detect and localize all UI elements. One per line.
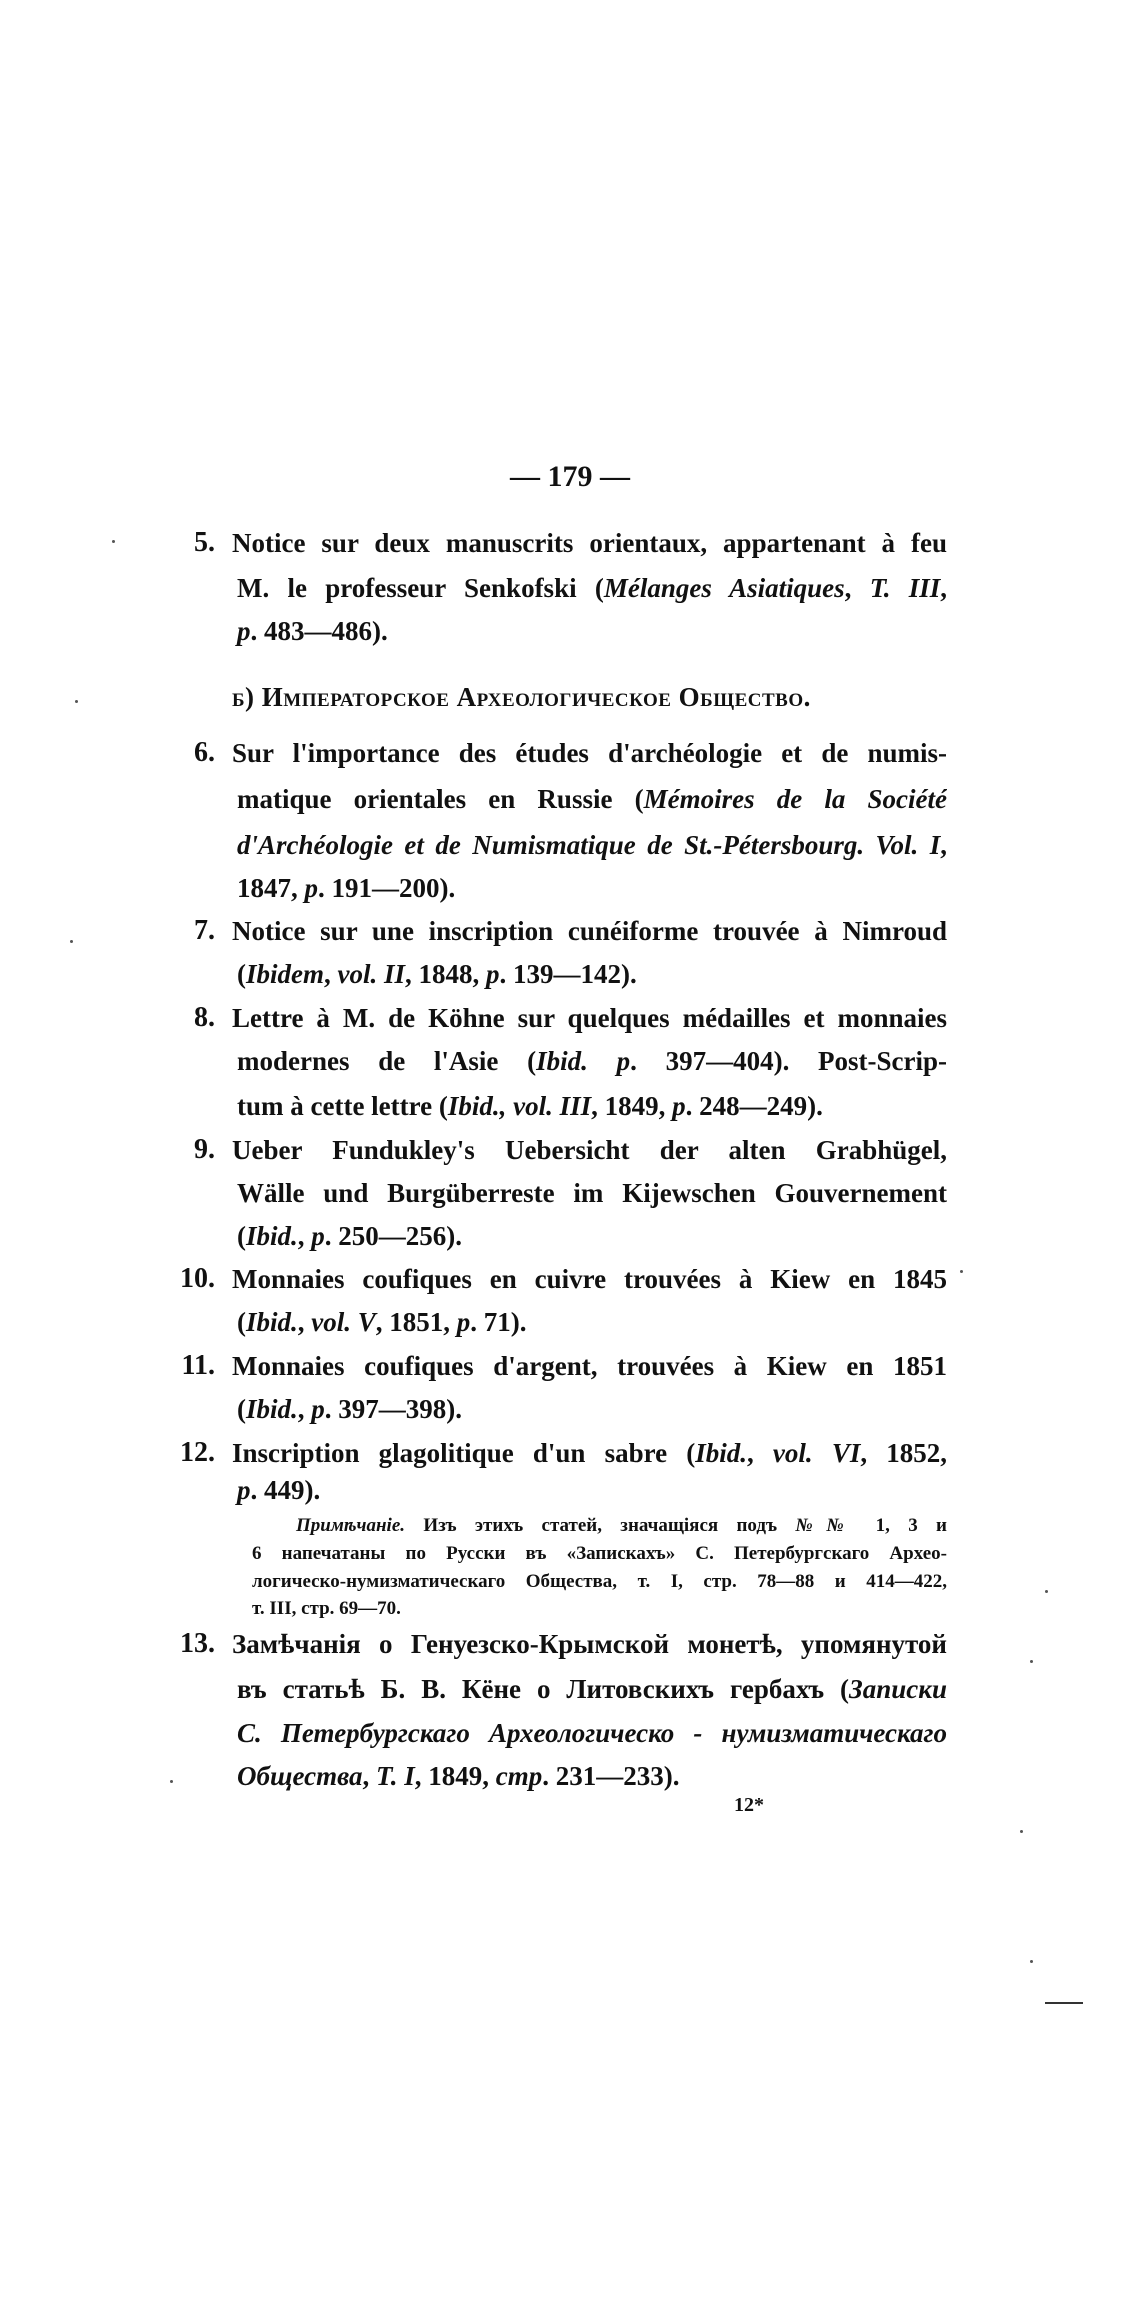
text-segment: , — [940, 830, 947, 860]
item-number: 10. — [180, 1263, 215, 1294]
footnote-line — [252, 1569, 947, 1595]
entry-line — [232, 1261, 947, 1297]
text-segment: , — [297, 1307, 312, 1337]
text-segment: Ueber Fundukley's Uebersicht der alten Grabhügel, — [232, 1135, 947, 1165]
text-segment: . 139—142). — [499, 959, 637, 989]
italic-text: стр — [495, 1761, 543, 1791]
italic-text: Ibid. — [246, 1394, 298, 1424]
italic-text: Общества — [237, 1761, 363, 1791]
text-segment: , — [297, 1221, 312, 1251]
italic-text: Т. I — [375, 1761, 415, 1791]
section-heading: б) Императорское Археологическое Общество. — [232, 682, 811, 712]
text-segment: . 248—249). — [685, 1091, 823, 1121]
scan-speck — [70, 940, 73, 943]
entry-line — [232, 1132, 947, 1168]
italic-text: p — [237, 616, 251, 646]
italic-text: Ibid. — [695, 1438, 747, 1468]
italic-text: p — [672, 1091, 686, 1121]
item-number: 7. — [194, 915, 215, 946]
item-number: 13. — [180, 1628, 215, 1659]
italic-text: Mélanges Asiatiques — [603, 573, 845, 603]
entry-line — [237, 827, 947, 863]
item-number: 11. — [181, 1350, 215, 1381]
text-segment: 6 напечатаны по Русски въ «Запискахъ» С. Петербургскаго Архео- — [252, 1543, 947, 1564]
text-segment: . 449). — [250, 1475, 321, 1505]
italic-text: Ibidem — [246, 959, 324, 989]
italic-text: p — [311, 1221, 325, 1251]
text-segment: Sur l'importance des études d'archéologie et de numis- — [232, 738, 947, 768]
text-segment: т. III, стр. 69—70. — [252, 1598, 401, 1619]
entry-line — [237, 1391, 462, 1427]
text-segment: . 483—486). — [250, 616, 388, 646]
text-segment: Изъ этихъ статей, значащіяся подъ — [405, 1515, 796, 1536]
entry-line — [237, 781, 947, 817]
text-segment: ( — [237, 1221, 246, 1251]
entry-line — [237, 1218, 462, 1254]
italic-text: p — [304, 873, 318, 903]
entry-line — [232, 913, 947, 949]
text-segment: modernes de l'Asie ( — [237, 1046, 537, 1076]
footnote-line — [296, 1513, 947, 1539]
text-segment: . 250—256). — [324, 1221, 463, 1251]
entry-line — [232, 1348, 947, 1384]
text-segment: 1, 3 и — [857, 1515, 947, 1536]
text-segment: . 397—404). Post-Scrip- — [630, 1046, 947, 1076]
entry-line — [237, 1304, 527, 1340]
signature-mark: 12* — [734, 1794, 764, 1816]
text-segment: Monnaies coufiques en cuivre trouvées à Kiew en 1845 — [232, 1264, 947, 1294]
footnote-line — [252, 1541, 947, 1567]
text-segment: , — [747, 1438, 773, 1468]
italic-text: Примѣчаніе. — [296, 1515, 406, 1536]
scan-speck — [1045, 1590, 1048, 1593]
text-segment: ( — [237, 1307, 246, 1337]
italic-text: d'Archéologie et de Numismatique de St.-Pétersbourg. Vol. I — [237, 830, 941, 860]
entry-line — [237, 1088, 823, 1124]
text-segment: . 231—233). — [542, 1761, 680, 1791]
item-number: 9. — [194, 1134, 215, 1165]
text-segment: , — [940, 573, 947, 603]
text-segment: matique orientales en Russie ( — [237, 784, 644, 814]
entry-line — [232, 1626, 947, 1662]
item-number: 6. — [194, 737, 215, 768]
italic-text: p — [486, 959, 500, 989]
italic-text: С. Петербургскаго Археологическо - нумизматическаго — [237, 1718, 947, 1748]
entry-line — [237, 1472, 320, 1508]
entry-line — [232, 735, 947, 771]
entry-line — [237, 1671, 947, 1707]
scan-speck — [1030, 1960, 1033, 1963]
text-segment: . 191—200). — [318, 873, 456, 903]
italic-text: p — [237, 1475, 251, 1505]
italic-text: Ibid. — [246, 1221, 298, 1251]
text-segment: Notice sur une inscription cunéiforme trouvée à Nimroud — [232, 916, 947, 946]
text-segment: , — [362, 1761, 376, 1791]
italic-text: vol. II — [337, 959, 405, 989]
text-segment: Monnaies coufiques d'argent, trouvées à Kiew en 1851 — [232, 1351, 947, 1381]
text-segment: Inscription glagolitique d'un sabre ( — [232, 1438, 696, 1468]
entry-line — [237, 870, 455, 906]
italic-text: p — [456, 1307, 471, 1337]
entry-line — [232, 1000, 947, 1036]
text-segment: , — [297, 1394, 312, 1424]
scan-speck — [1030, 1660, 1033, 1663]
text-segment: , 1851, — [375, 1307, 457, 1337]
entry-line — [232, 525, 947, 561]
entry-line — [232, 1435, 947, 1471]
entry-line — [237, 956, 637, 992]
text-segment: , 1848, — [405, 959, 486, 989]
text-segment: ( — [237, 959, 246, 989]
italic-text: Ibid., vol. III — [447, 1091, 592, 1121]
scan-speck — [1020, 1830, 1023, 1833]
text-segment: , 1849, — [591, 1091, 673, 1121]
item-number: 8. — [194, 1002, 215, 1033]
entry-line — [237, 1043, 947, 1079]
italic-text: Записки — [849, 1674, 947, 1704]
entry-line — [237, 570, 947, 606]
page-number: — 179 — — [510, 460, 630, 493]
scan-speck — [170, 1780, 173, 1783]
text-segment: логическо-нумизматическаго Общества, т. I, стр. 78—88 и 414—422, — [252, 1571, 947, 1592]
text-segment: Замѣчанія о Генуезско-Крымской монетѣ, упомянутой — [232, 1629, 947, 1659]
item-number: 12. — [180, 1437, 215, 1468]
text-segment: , 1849, — [414, 1761, 496, 1791]
italic-text: vol. V — [311, 1307, 376, 1337]
text-segment: ( — [237, 1394, 246, 1424]
text-segment: . 397—398). — [324, 1394, 463, 1424]
text-segment: Lettre à M. de Köhne sur quelques médailles et monnaies — [232, 1003, 947, 1033]
entry-line — [237, 1175, 947, 1211]
italic-text: p — [311, 1394, 325, 1424]
text-segment: , — [324, 959, 338, 989]
text-segment: M. le professeur Senkofski ( — [237, 573, 604, 603]
scan-speck — [960, 1270, 963, 1273]
text-segment: въ статьѣ Б. В. Кёне о Литовскихъ гербахъ ( — [237, 1674, 850, 1704]
text-segment: , — [844, 573, 870, 603]
text-segment: tum à cette lettre ( — [237, 1091, 448, 1121]
text-segment: Notice sur deux manuscrits orientaux, appartenant à feu — [232, 528, 947, 558]
entry-line — [237, 613, 388, 649]
italic-text: №№ — [795, 1515, 858, 1536]
text-segment: . 71). — [470, 1307, 527, 1337]
italic-text: Ibid. — [246, 1307, 298, 1337]
italic-text: Mémoires de la Société — [643, 784, 947, 814]
italic-text: T. III — [869, 573, 941, 603]
margin-rule — [1045, 2002, 1083, 2004]
item-number: 5. — [194, 527, 215, 558]
text-segment: 1847, — [237, 873, 305, 903]
footnote-line — [252, 1596, 401, 1622]
entry-line — [237, 1715, 947, 1751]
scan-speck — [112, 540, 115, 543]
scan-speck — [75, 700, 78, 703]
text-segment: Wälle und Burgüberreste im Kijewschen Gouvernement — [237, 1178, 947, 1208]
text-segment: , 1852, — [860, 1438, 947, 1468]
italic-text: vol. VI — [772, 1438, 861, 1468]
italic-text: Ibid. p — [536, 1046, 631, 1076]
entry-line — [237, 1758, 680, 1794]
